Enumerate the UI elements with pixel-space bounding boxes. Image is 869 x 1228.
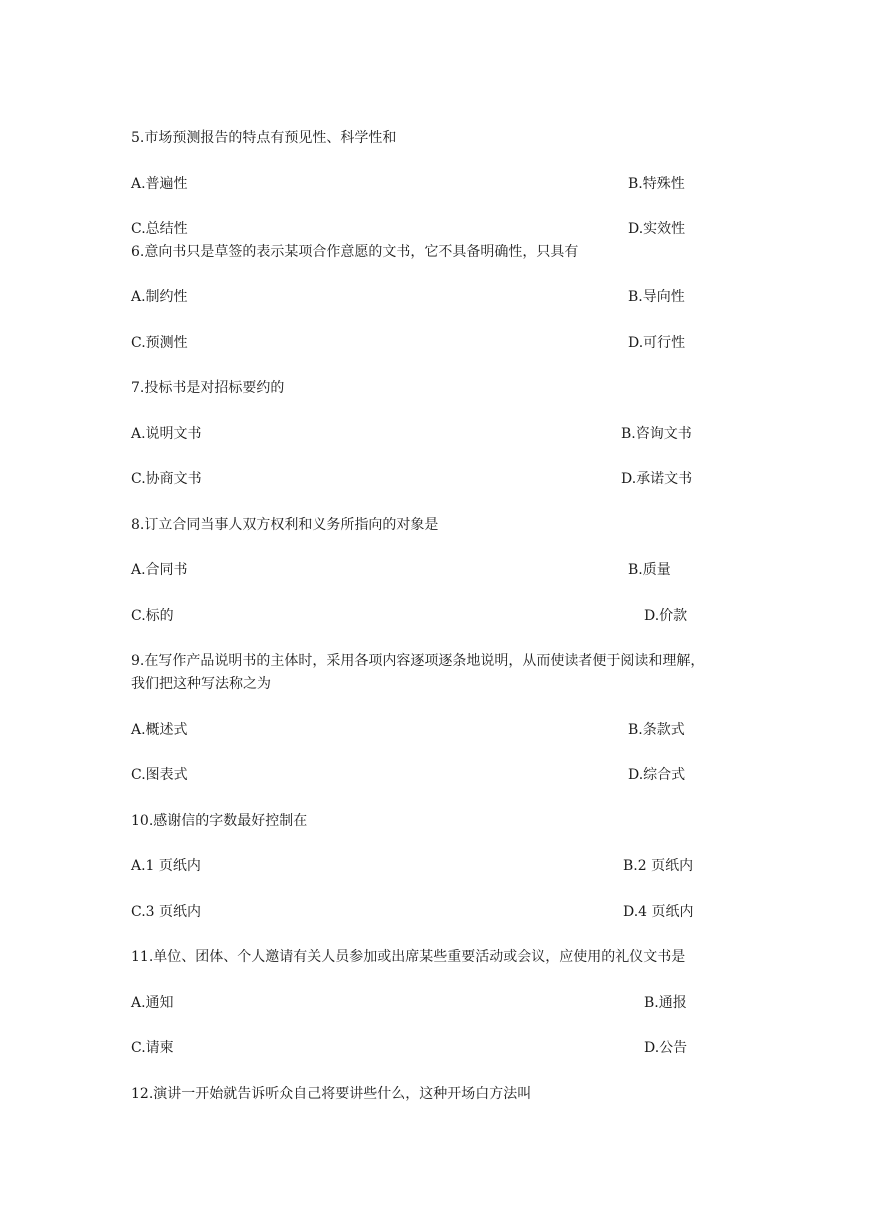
question-11-option-b: B.通报 [644,995,687,1011]
question-11-stem: 11.单位、团体、个人邀请有关人员参加或出席某些重要活动或会议，应使用的礼仪文书是 [131,949,686,965]
question-5-option-b: B.特殊性 [628,176,685,192]
question-8-option-d: D.价款 [644,608,688,624]
question-8-option-c: C.标的 [131,608,174,624]
question-10-option-d: D.4 页纸内 [623,904,694,920]
question-9-option-d: D.综合式 [628,767,686,783]
question-7-option-a: A.说明文书 [131,426,202,442]
question-11-option-a: A.通知 [131,995,174,1011]
question-6-option-d: D.可行性 [628,335,686,351]
question-5-option-d: D.实效性 [628,221,686,237]
question-11-option-c: C.请柬 [131,1040,174,1056]
question-5-stem: 5.市场预测报告的特点有预见性、科学性和 [131,130,397,146]
question-10-stem: 10.感谢信的字数最好控制在 [131,813,308,829]
question-12-stem: 12.演讲一开始就告诉听众自己将要讲些什么，这种开场白方法叫 [131,1086,532,1102]
question-10-option-b: B.2 页纸内 [623,858,694,874]
question-6-stem: 6.意向书只是草签的表示某项合作意愿的文书，它不具备明确性，只具有 [131,244,579,260]
question-9-stem-line-2: 我们把这种写法称之为 [131,676,271,692]
question-9-option-b: B.条款式 [628,722,685,738]
question-6-option-a: A.制约性 [131,289,188,305]
question-9-option-a: A.概述式 [131,722,188,738]
question-5-option-a: A.普遍性 [131,176,188,192]
question-7-option-b: B.咨询文书 [621,426,692,442]
question-10-option-a: A.1 页纸内 [131,858,201,874]
question-9-stem-line-1: 9.在写作产品说明书的主体时，采用各项内容逐项逐条地说明，从而使读者便于阅读和理解， [131,653,705,669]
question-7-stem: 7.投标书是对招标要约的 [131,380,285,396]
question-7-option-c: C.协商文书 [131,471,202,487]
question-10-option-c: C.3 页纸内 [131,904,202,920]
question-6-option-b: B.导向性 [628,289,685,305]
question-9-option-c: C.图表式 [131,767,188,783]
question-8-option-b: B.质量 [628,562,671,578]
question-5-option-c: C.总结性 [131,221,188,237]
question-8-stem: 8.订立合同当事人双方权利和义务所指向的对象是 [131,517,439,533]
question-6-option-c: C.预测性 [131,335,188,351]
question-11-option-d: D.公告 [644,1040,688,1056]
question-7-option-d: D.承诺文书 [621,471,693,487]
question-8-option-a: A.合同书 [131,562,188,578]
